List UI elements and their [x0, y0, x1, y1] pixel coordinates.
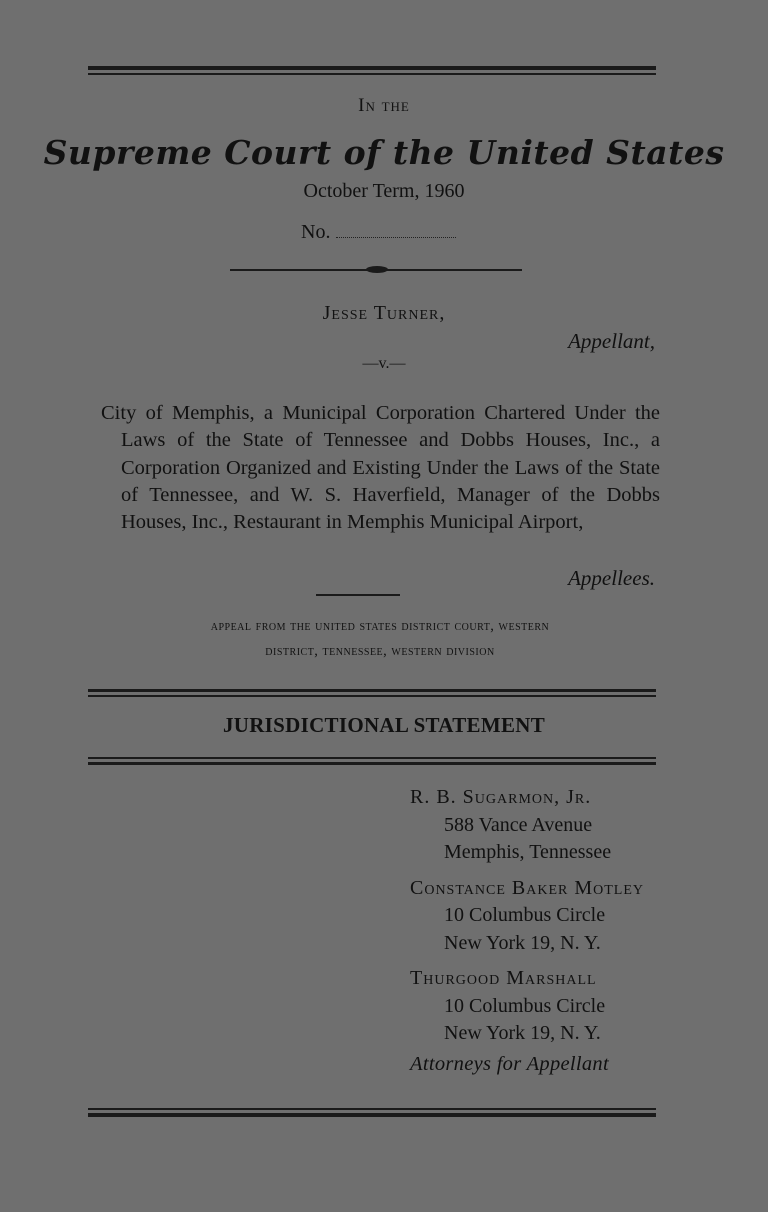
appellant-role: Appellant, [568, 329, 655, 353]
appellees-paragraph [101, 400, 660, 536]
attorney-address-line-2: Memphis, Tennessee [444, 841, 612, 863]
attorneys-role: Attorneys for Appellant [410, 1053, 609, 1075]
attorneys-block [410, 784, 644, 1056]
title-top-rule [88, 689, 656, 699]
case-number-blank [336, 237, 456, 238]
appellees-role: Appellees. [568, 566, 655, 590]
appellant-name: Jesse Turner, [322, 302, 446, 324]
attorney-name: Constance Baker Motley [410, 876, 644, 899]
top-double-rule [88, 66, 656, 76]
appeal-caption-line-1: appeal from the united states district court, western [210, 618, 550, 634]
short-divider [316, 594, 400, 596]
ornamental-rule [230, 266, 522, 274]
appellees-text: City of Memphis, a Municipal Corporation Chartered Under the Laws of the State of Tennessee and Dobbs Houses, Inc., a Corporation Organized and Existing Under the Laws of the State of Tennessee, and W. S. Haverfield, Manager of the Dobbs Houses, Inc., Restaurant in Memphis Municipal Airport, [101, 402, 660, 534]
attorney-name: Thurgood Marshall [410, 967, 597, 989]
attorney-address-line-2: New York 19, N. Y. [444, 1022, 601, 1044]
in-the-caption: In the [358, 95, 410, 116]
bottom-double-rule [88, 1108, 656, 1118]
title-bottom-rule [88, 757, 656, 767]
versus-marker: —v.— [362, 355, 406, 372]
appeal-caption [100, 614, 660, 664]
case-number-line [301, 221, 456, 244]
attorney-address-line-2: New York 19, N. Y. [444, 931, 601, 954]
attorney-entry [410, 965, 644, 1048]
case-number-label: No. [301, 221, 331, 243]
attorney-address-line-1: 588 Vance Avenue [444, 813, 593, 836]
attorney-name: R. B. Sugarmon, Jr. [410, 786, 592, 808]
appeal-caption-line-2: district, tennessee, western division [265, 643, 495, 659]
attorney-entry [410, 875, 644, 958]
court-name-heading: Supreme Court of the United States [43, 133, 725, 172]
attorney-entry [410, 784, 644, 867]
document-title: JURISDICTIONAL STATEMENT [222, 713, 546, 737]
attorney-address-line-1: 10 Columbus Circle [444, 904, 606, 926]
attorney-address-line-1: 10 Columbus Circle [444, 994, 606, 1017]
term-line: October Term, 1960 [303, 180, 465, 202]
